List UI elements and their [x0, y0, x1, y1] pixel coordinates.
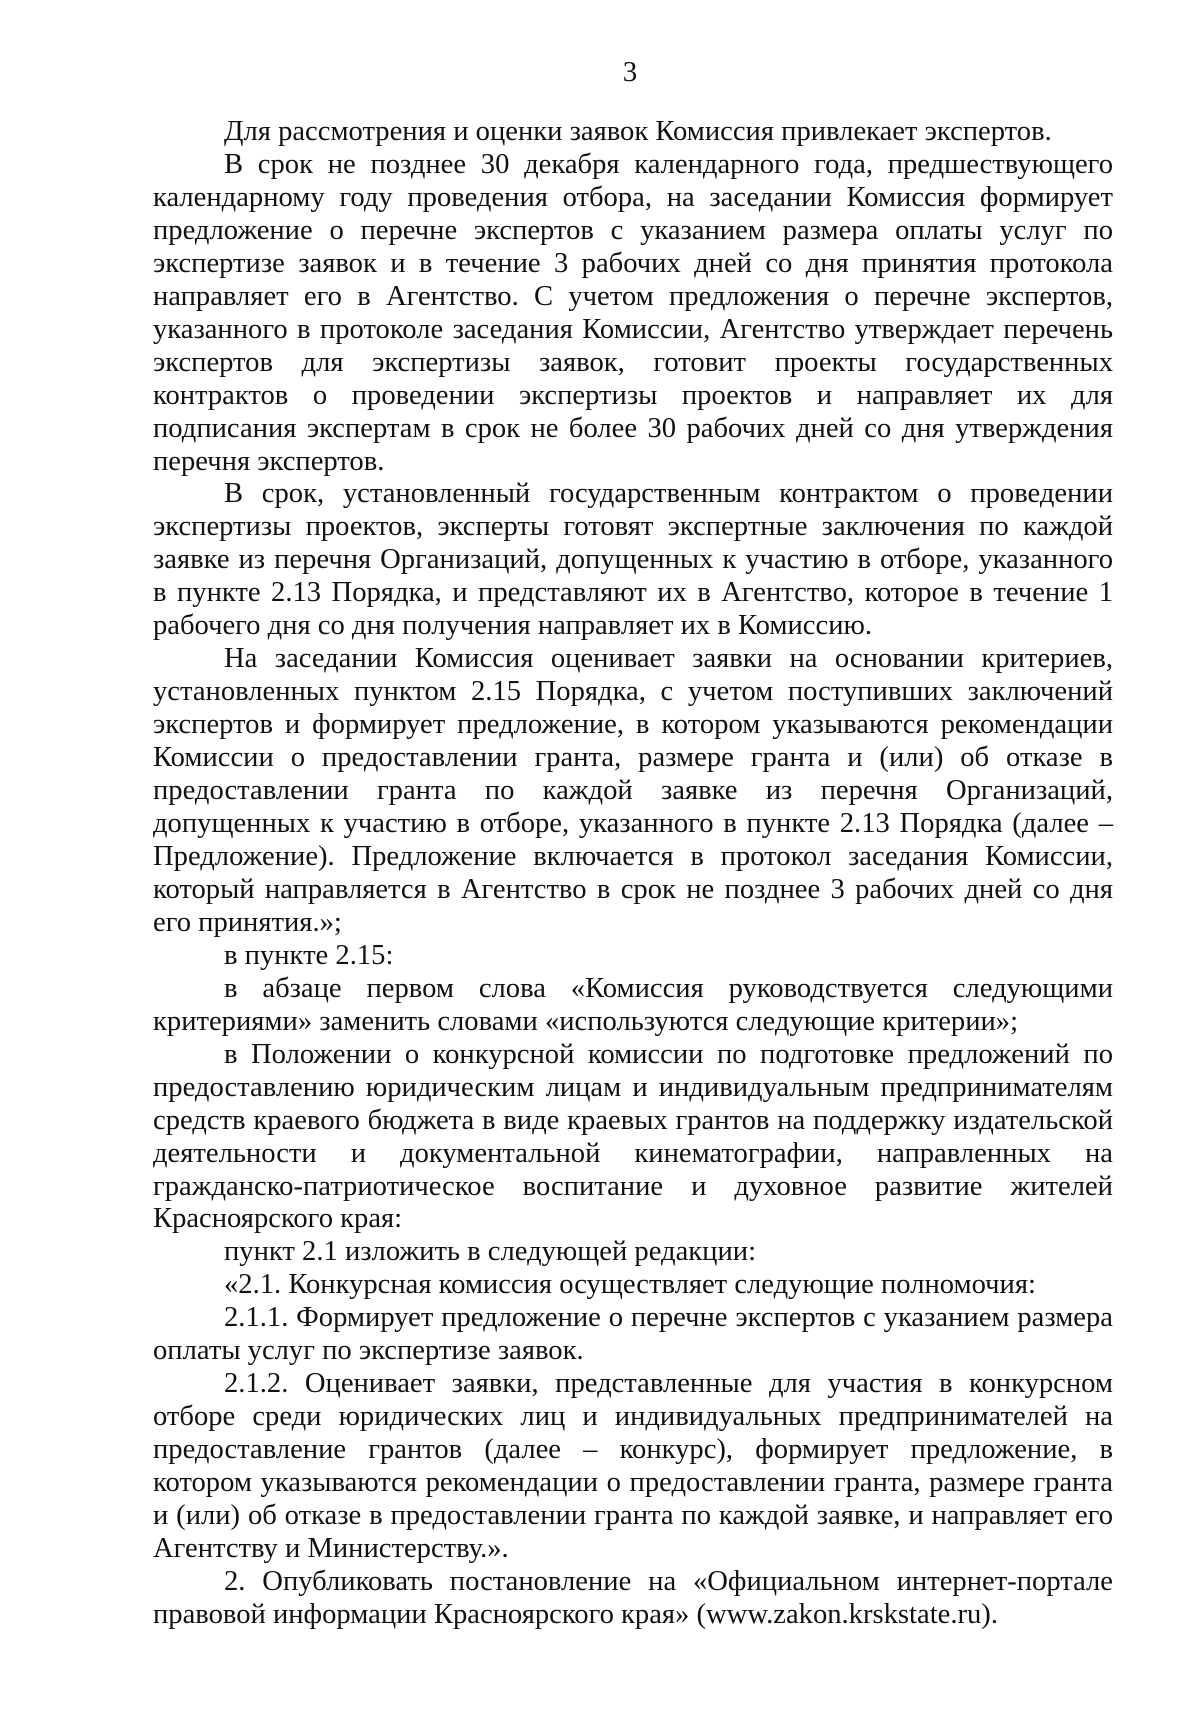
paragraph-commission-evaluation: На заседании Комиссия оценивает заявки на основании критериев, установленных пунктом 2.15 Порядка, с учетом поступивших заключений экспертов и формирует предложение, в котором указываются рекомендации Комиссии о предоставлении гранта, размере гранта и (или) об отказе в предоставлении гранта по каждой заявке из перечня Организаций, допущенных к участию в отборе, указанного в пункте 2.13 Порядка (далее – Предложение). Предложение включается в протокол заседания Комиссии, который направляется в Агентство в срок не позднее 3 рабочих дней со дня его принятия.»; [153, 643, 1113, 938]
paragraph-commission-regulation: в Положении о конкурсной комиссии по подготовке предложений по предоставлению юридическим лицам и индивидуальным предпринимателям средств краевого бюджета в виде краевых грантов на поддержку издательской деятельности и документальной кинематографии, направленных на гражданско-патриотическое воспитание и духовное развитие жителей Красноярского края: [153, 1038, 1113, 1235]
paragraph-experts-involvement: Для рассмотрения и оценки заявок Комиссия привлекает экспертов. [224, 116, 1052, 147]
paragraph-clause-2-1-2: 2.1.2. Оценивает заявки, представленные для участия в конкурсном отборе среди юридических лиц и индивидуальных предпринимателей на предоставление грантов (далее – конкурс), формирует предложение, в котором указываются рекомендации о предоставлении гранта, размере гранта и (или) об отказе в предоставлении гранта по каждой заявке, и направляет его Агентству и Министерству.». [153, 1368, 1113, 1564]
paragraph-clause-2-1: «2.1. Конкурсная комиссия осуществляет следующие полномочия: [224, 1269, 1036, 1301]
paragraph-clause-2-15: в пункте 2.15: [224, 939, 394, 971]
paragraph-clause-2-1-1: 2.1.1. Формирует предложение о перечне экспертов с указанием размера оплаты услуг по экспертизе заявок. [153, 1302, 1113, 1367]
paragraph-experts-list-deadline: В срок не позднее 30 декабря календарного года, предшествующего календарному году проведения отбора, на заседании Комиссия формирует предложение о перечне экспертов с указанием размера оплаты услуг по экспертизе заявок и в течение 3 рабочих дней со дня принятия протокола направляет его в Агентство. С учетом предложения о перечне экспертов, указанного в протоколе заседания Комиссии, Агентство утверждает перечень экспертов для экспертизы заявок, готовит проекты государственных контрактов о проведении экспертизы проектов и направляет их для подписания экспертам в срок не более 30 рабочих дней со дня утверждения перечня экспертов. [153, 148, 1113, 477]
paragraph-expert-conclusions: В срок, установленный государственным контрактом о проведении экспертизы проектов, эксперты готовят экспертные заключения по каждой заявке из перечня Организаций, допущенных к участию в отборе, указанного в пункте 2.13 Порядка, и представляют их в Агентство, которое в течение 1 рабочего дня со дня получения направляет их в Комиссию. [153, 478, 1113, 642]
paragraph-publication: 2. Опубликовать постановление на «Официальном интернет-портале правовой информации Красноярского края» (www.zakon.krskstate.ru). [153, 1565, 1113, 1630]
paragraph-clause-2-1-edit: пункт 2.1 изложить в следующей редакции: [224, 1236, 757, 1268]
document-body [153, 116, 1113, 1632]
page-number: 3 [622, 56, 638, 88]
paragraph-first-abstract-amendment: в абзаце первом слова «Комиссия руководствуется следующими критериями» заменить словами «используются следующие критерии»; [153, 972, 1113, 1037]
